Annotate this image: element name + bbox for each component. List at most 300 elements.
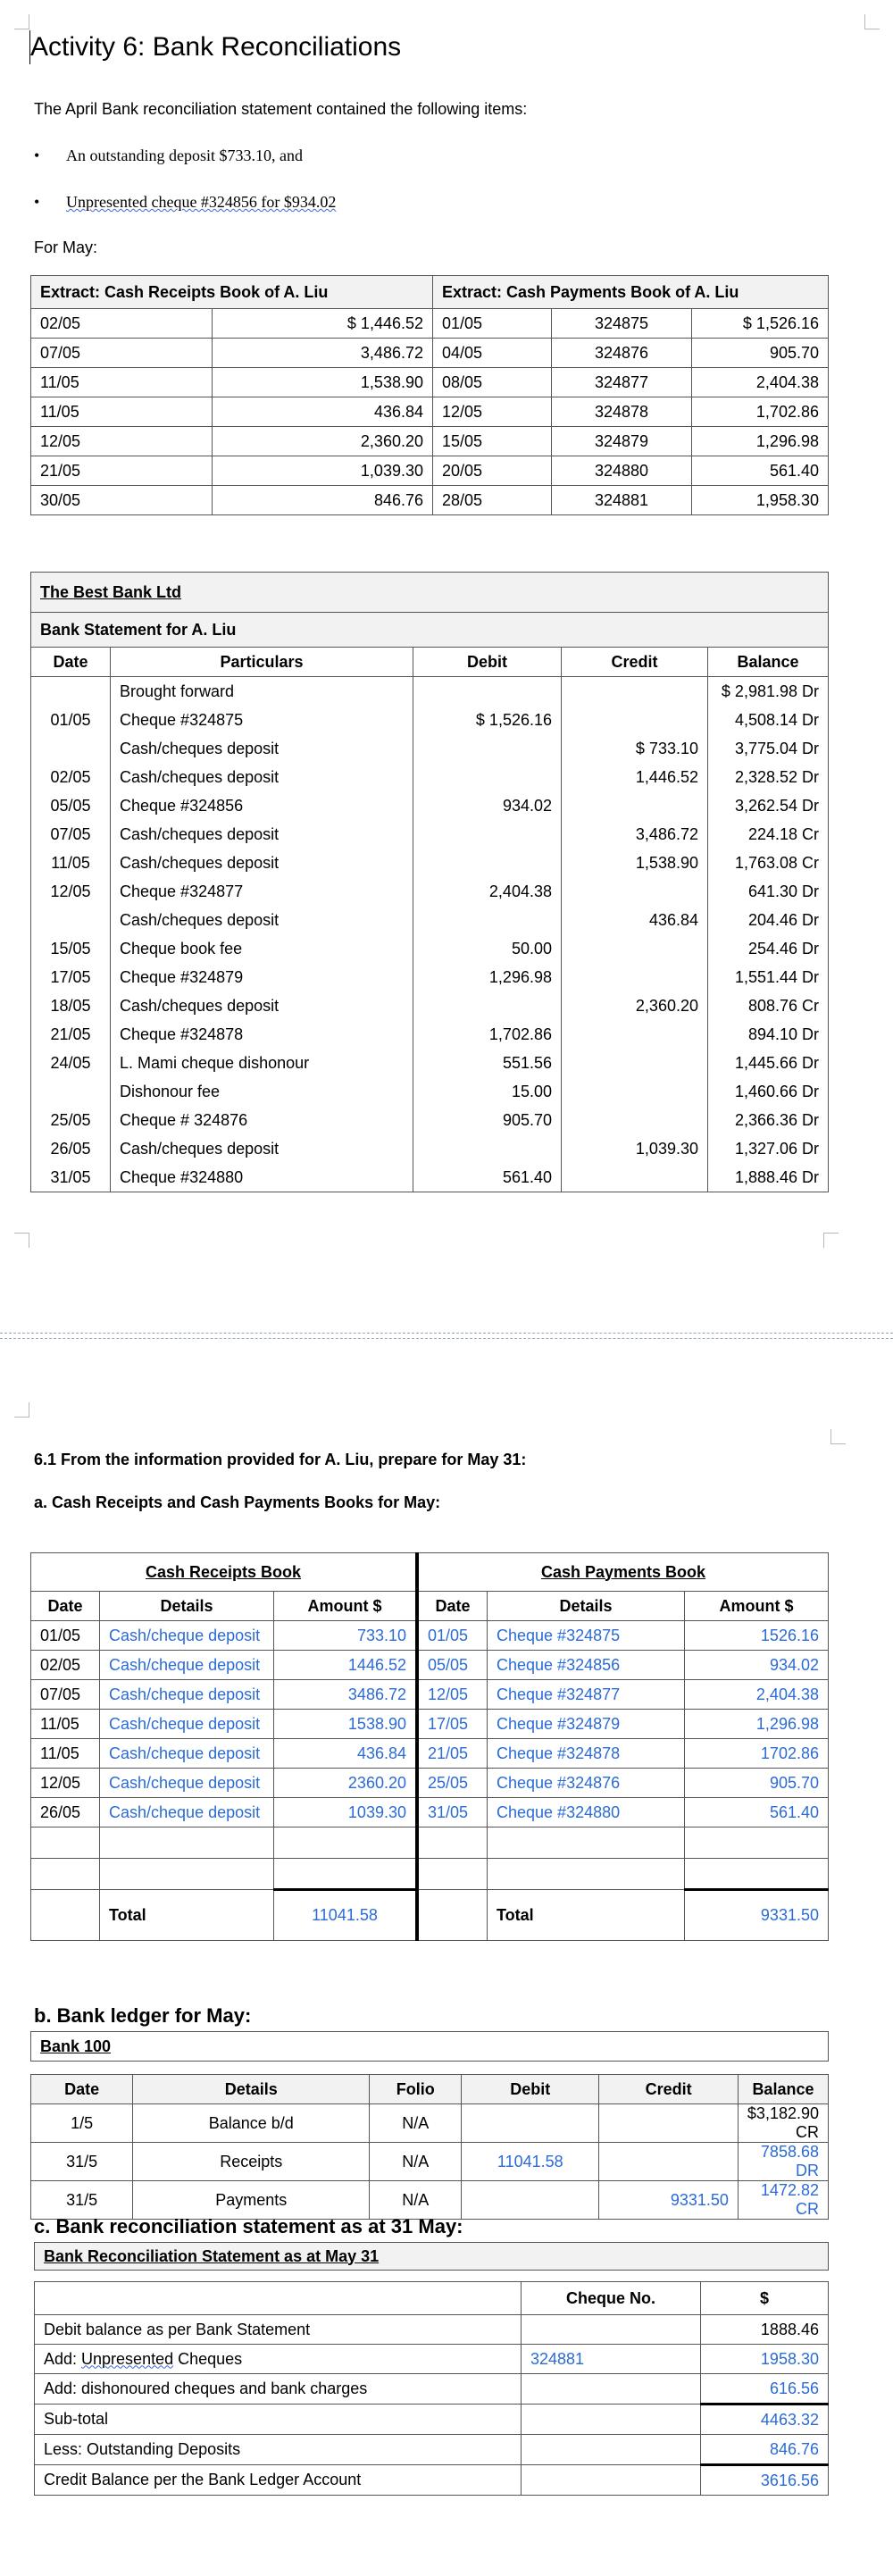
receipt-amount: $ 1,446.52 — [213, 309, 433, 339]
statement-debit: 50.00 — [413, 934, 562, 963]
statement-credit: 1,538.90 — [562, 849, 708, 877]
reconciliation-label — [35, 2315, 522, 2345]
payment-details: Cheque #324876 — [488, 1769, 685, 1798]
ledger-date: 1/5 — [31, 2104, 133, 2143]
statement-particulars: L. Mami cheque dishonour — [111, 1049, 413, 1077]
reconciliation-row — [35, 2465, 829, 2496]
statement-particulars: Cash/cheques deposit — [111, 906, 413, 934]
receipt-date: 07/05 — [31, 339, 213, 368]
ledger-details: Receipts — [133, 2143, 370, 2181]
receipt-date: 12/05 — [31, 427, 213, 456]
blank-row — [31, 1827, 829, 1859]
cash-book-row — [31, 1769, 829, 1798]
receipt-details: Cash/cheque deposit — [100, 1710, 274, 1739]
statement-credit — [562, 677, 708, 707]
ledger-details: Payments — [133, 2181, 370, 2220]
ledger-row — [31, 2181, 829, 2220]
statement-balance: 4,508.14 Dr — [708, 706, 829, 734]
payment-date: 20/05 — [433, 456, 552, 486]
statement-row — [31, 1049, 829, 1077]
receipt-date: 11/05 — [31, 397, 213, 427]
reconciliation-amount: 846.76 — [701, 2435, 829, 2465]
ledger-folio: N/A — [370, 2104, 462, 2143]
statement-credit — [562, 1049, 708, 1077]
intro-text: The April Bank reconciliation statement contained the following items: — [34, 100, 528, 118]
reconciliation-label-text: Sub-total — [44, 2410, 109, 2428]
receipt-amount: 1,039.30 — [213, 456, 433, 486]
receipt-amount: 3,486.72 — [213, 339, 433, 368]
col-header: Date — [31, 1592, 100, 1621]
payment-date: 17/05 — [417, 1710, 488, 1739]
statement-debit: 15.00 — [413, 1077, 562, 1106]
statement-row — [31, 791, 829, 820]
statement-debit: 1,702.86 — [413, 1020, 562, 1049]
extract-row — [31, 309, 829, 339]
statement-row — [31, 677, 829, 707]
receipt-date: 01/05 — [31, 1621, 100, 1651]
receipt-amount: 3486.72 — [274, 1680, 418, 1710]
page-break-line — [0, 1333, 893, 1334]
payment-date: 12/05 — [417, 1680, 488, 1710]
statement-row — [31, 906, 829, 934]
payment-amount: 905.70 — [692, 339, 829, 368]
payment-amount: $ 1,526.16 — [692, 309, 829, 339]
reconciliation-label — [35, 2465, 522, 2496]
col-header: Debit — [413, 648, 562, 677]
receipt-amount: 436.84 — [274, 1739, 418, 1769]
page-corner-mark — [830, 1429, 846, 1444]
statement-balance: 1,763.08 Cr — [708, 849, 829, 877]
statement-row — [31, 734, 829, 763]
reconciliation-cheque — [522, 2435, 701, 2465]
ledger-details: Balance b/d — [133, 2104, 370, 2143]
page-title: Activity 6: Bank Reconciliations — [30, 32, 402, 62]
page-break-line — [0, 1338, 893, 1339]
reconciliation-row — [35, 2374, 829, 2405]
reconciliation-label — [35, 2345, 522, 2374]
page-corner-mark — [14, 14, 29, 29]
payments-header: Extract: Cash Payments Book of A. Liu — [433, 276, 829, 309]
statement-debit: 2,404.38 — [413, 877, 562, 906]
payments-total: 9331.50 — [685, 1890, 829, 1941]
statement-debit — [413, 820, 562, 849]
payment-date: 28/05 — [433, 486, 552, 515]
statement-debit: 561.40 — [413, 1163, 562, 1192]
col-header: Folio — [370, 2075, 462, 2104]
receipts-total: 11041.58 — [274, 1890, 418, 1941]
receipt-amount: 846.76 — [213, 486, 433, 515]
ledger-row — [31, 2143, 829, 2181]
payment-amount: 561.40 — [692, 456, 829, 486]
statement-balance: 3,262.54 Dr — [708, 791, 829, 820]
statement-particulars: Cash/cheques deposit — [111, 991, 413, 1020]
reconciliation-amount: 4463.32 — [701, 2405, 829, 2435]
ledger-balance: 7858.68 DR — [738, 2143, 828, 2181]
statement-row — [31, 1020, 829, 1049]
statement-credit: 2,360.20 — [562, 991, 708, 1020]
part-b-heading: b. Bank ledger for May: — [34, 2004, 252, 2027]
extract-row — [31, 456, 829, 486]
receipt-date: 11/05 — [31, 1710, 100, 1739]
col-header: Amount $ — [685, 1592, 829, 1621]
statement-row — [31, 1163, 829, 1192]
receipt-date: 11/05 — [31, 1739, 100, 1769]
statement-date — [31, 906, 111, 934]
statement-balance: 641.30 Dr — [708, 877, 829, 906]
statement-debit — [413, 991, 562, 1020]
reconciliation-label-text: Credit Balance per the Bank Ledger Account — [44, 2471, 362, 2488]
payment-amount: 934.02 — [685, 1651, 829, 1680]
reconciliation-amount: 1888.46 — [701, 2315, 829, 2345]
payment-details: Cheque #324875 — [488, 1621, 685, 1651]
statement-credit: $ 733.10 — [562, 734, 708, 763]
payment-details: Cheque #324879 — [488, 1710, 685, 1739]
statement-particulars: Cheque #324875 — [111, 706, 413, 734]
statement-debit — [413, 763, 562, 791]
reconciliation-cheque — [522, 2315, 701, 2345]
ledger-credit — [599, 2104, 739, 2143]
payment-details: Cheque #324877 — [488, 1680, 685, 1710]
reconciliation-cheque — [522, 2405, 701, 2435]
statement-balance: 1,551.44 Dr — [708, 963, 829, 991]
statement-balance: 2,366.36 Dr — [708, 1106, 829, 1134]
payment-date: 21/05 — [417, 1739, 488, 1769]
ledger-date: 31/5 — [31, 2143, 133, 2181]
cheque-number: 324880 — [552, 456, 692, 486]
col-header: Amount $ — [274, 1592, 418, 1621]
for-may-label: For May: — [34, 238, 98, 256]
statement-debit — [413, 677, 562, 707]
total-label: Total — [488, 1890, 685, 1941]
col-header: Details — [488, 1592, 685, 1621]
reconciliation-row — [35, 2315, 829, 2345]
receipt-amount: 1,538.90 — [213, 368, 433, 397]
reconciliation-row — [35, 2435, 829, 2465]
statement-date: 17/05 — [31, 963, 111, 991]
statement-credit — [562, 877, 708, 906]
total-label: Total — [100, 1890, 274, 1941]
statement-row — [31, 877, 829, 906]
cash-payments-book-title: Cash Payments Book — [417, 1553, 829, 1592]
receipt-amount: 733.10 — [274, 1621, 418, 1651]
payment-amount: 2,404.38 — [692, 368, 829, 397]
statement-balance: 1,460.66 Dr — [708, 1077, 829, 1106]
statement-particulars: Cash/cheques deposit — [111, 820, 413, 849]
statement-debit: $ 1,526.16 — [413, 706, 562, 734]
payment-details: Cheque #324878 — [488, 1739, 685, 1769]
statement-row — [31, 763, 829, 791]
payment-date: 31/05 — [417, 1798, 488, 1827]
extract-row — [31, 397, 829, 427]
statement-credit: 436.84 — [562, 906, 708, 934]
receipt-details: Cash/cheque deposit — [100, 1621, 274, 1651]
reconciliation-cheque — [522, 2374, 701, 2405]
statement-particulars: Cash/cheques deposit — [111, 1134, 413, 1163]
ledger-row — [31, 2104, 829, 2143]
statement-date: 12/05 — [31, 877, 111, 906]
receipt-date: 02/05 — [31, 309, 213, 339]
cash-book-row — [31, 1739, 829, 1769]
statement-credit — [562, 1020, 708, 1049]
cheque-number: 324875 — [552, 309, 692, 339]
bullet-item: • Unpresented cheque #324856 for $934.02 — [34, 193, 337, 211]
col-header: Balance — [738, 2075, 828, 2104]
page-corner-mark — [864, 14, 880, 29]
reconciliation-label-text: Add: Unpresented Cheques — [44, 2349, 243, 2368]
statement-balance: 204.46 Dr — [708, 906, 829, 934]
cash-book-row — [31, 1798, 829, 1827]
blank-row — [31, 1859, 829, 1890]
reconciliation-label — [35, 2435, 522, 2465]
reconciliation-label — [35, 2405, 522, 2435]
payment-amount: 1,958.30 — [692, 486, 829, 515]
statement-date: 21/05 — [31, 1020, 111, 1049]
statement-credit — [562, 1106, 708, 1134]
statement-date — [31, 677, 111, 707]
receipt-amount: 436.84 — [213, 397, 433, 427]
receipt-details: Cash/cheque deposit — [100, 1739, 274, 1769]
amount-header: $ — [701, 2282, 829, 2315]
cash-books-table — [30, 1552, 829, 1941]
statement-date: 18/05 — [31, 991, 111, 1020]
statement-debit: 1,296.98 — [413, 963, 562, 991]
statement-row — [31, 820, 829, 849]
reconciliation-amount: 616.56 — [701, 2374, 829, 2405]
col-header: Details — [133, 2075, 370, 2104]
extract-row — [31, 486, 829, 515]
payment-date: 04/05 — [433, 339, 552, 368]
cash-book-row — [31, 1651, 829, 1680]
cash-receipts-book-title: Cash Receipts Book — [31, 1553, 418, 1592]
cheque-number: 324877 — [552, 368, 692, 397]
statement-particulars: Cheque # 324876 — [111, 1106, 413, 1134]
statement-row — [31, 706, 829, 734]
statement-date: 15/05 — [31, 934, 111, 963]
statement-particulars: Brought forward — [111, 677, 413, 707]
page-corner-mark — [14, 1233, 29, 1248]
reconciliation-label-text: Debit balance as per Bank Statement — [44, 2320, 311, 2338]
statement-date: 26/05 — [31, 1134, 111, 1163]
receipt-details: Cash/cheque deposit — [100, 1680, 274, 1710]
statement-particulars: Cheque #324879 — [111, 963, 413, 991]
statement-credit — [562, 1163, 708, 1192]
spacer-row — [31, 2062, 829, 2075]
payment-amount: 1,296.98 — [692, 427, 829, 456]
payment-date: 01/05 — [417, 1621, 488, 1651]
statement-credit — [562, 791, 708, 820]
statement-credit — [562, 706, 708, 734]
cheque-number: 324876 — [552, 339, 692, 368]
statement-date: 02/05 — [31, 763, 111, 791]
statement-for: Bank Statement for A. Liu — [31, 613, 829, 648]
ledger-credit — [599, 2143, 739, 2181]
ledger-balance: $3,182.90 CR — [738, 2104, 828, 2143]
bullet-item: • An outstanding deposit $733.10, and — [34, 146, 303, 164]
statement-credit — [562, 1077, 708, 1106]
cash-book-row — [31, 1621, 829, 1651]
col-header: Balance — [708, 648, 829, 677]
statement-debit — [413, 906, 562, 934]
col-header: Date — [31, 2075, 133, 2104]
statement-balance: 254.46 Dr — [708, 934, 829, 963]
reconciliation-label — [35, 2374, 522, 2405]
reconciliation-row — [35, 2405, 829, 2435]
extract-row — [31, 339, 829, 368]
payment-date: 01/05 — [433, 309, 552, 339]
statement-date: 25/05 — [31, 1106, 111, 1134]
statement-particulars: Cash/cheques deposit — [111, 734, 413, 763]
bank-ledger-table — [30, 2031, 829, 2220]
col-header: Details — [100, 1592, 274, 1621]
receipt-date: 02/05 — [31, 1651, 100, 1680]
statement-particulars: Cheque #324880 — [111, 1163, 413, 1192]
statement-balance: 224.18 Cr — [708, 820, 829, 849]
statement-credit: 1,039.30 — [562, 1134, 708, 1163]
statement-date: 24/05 — [31, 1049, 111, 1077]
statement-particulars: Cheque #324856 — [111, 791, 413, 820]
page-2 — [0, 1393, 893, 2576]
statement-particulars: Cheque #324877 — [111, 877, 413, 906]
page-corner-mark — [14, 1402, 29, 1418]
receipt-amount: 2360.20 — [274, 1769, 418, 1798]
statement-debit: 905.70 — [413, 1106, 562, 1134]
bank-statement-table — [30, 572, 829, 1192]
statement-row — [31, 1077, 829, 1106]
payment-details: Cheque #324880 — [488, 1798, 685, 1827]
statement-date: 05/05 — [31, 791, 111, 820]
cheque-number: 324879 — [552, 427, 692, 456]
cheque-number: 324878 — [552, 397, 692, 427]
payment-date: 12/05 — [433, 397, 552, 427]
total-row — [31, 1890, 829, 1941]
statement-credit — [562, 934, 708, 963]
statement-date: 01/05 — [31, 706, 111, 734]
reconciliation-label-text: Less: Outstanding Deposits — [44, 2440, 241, 2458]
page-corner-mark — [823, 1233, 839, 1248]
extract-row — [31, 368, 829, 397]
statement-date — [31, 734, 111, 763]
receipt-amount: 2,360.20 — [213, 427, 433, 456]
receipt-date: 11/05 — [31, 368, 213, 397]
cash-book-row — [31, 1680, 829, 1710]
statement-particulars: Cash/cheques deposit — [111, 763, 413, 791]
payment-amount: 1,296.98 — [685, 1710, 829, 1739]
payment-date: 08/05 — [433, 368, 552, 397]
bullet-text: An outstanding deposit $733.10, and — [66, 146, 303, 164]
receipt-amount: 1039.30 — [274, 1798, 418, 1827]
receipt-date: 21/05 — [31, 456, 213, 486]
cheque-number: 324881 — [552, 486, 692, 515]
reconciliation-amount: 1958.30 — [701, 2345, 829, 2374]
part-c-heading: c. Bank reconciliation statement as at 31 May: — [34, 2215, 463, 2237]
page-separator — [0, 1322, 893, 1358]
statement-row — [31, 991, 829, 1020]
receipt-date: 26/05 — [31, 1798, 100, 1827]
statement-balance: 894.10 Dr — [708, 1020, 829, 1049]
statement-particulars: Cheque book fee — [111, 934, 413, 963]
reconciliation-row — [35, 2345, 829, 2374]
receipt-date: 07/05 — [31, 1680, 100, 1710]
statement-particulars: Cheque #324878 — [111, 1020, 413, 1049]
bullet-text: Unpresented cheque #324856 for $934.02 — [66, 193, 337, 211]
col-header: Date — [31, 648, 111, 677]
ledger-account-title: Bank 100 — [31, 2032, 829, 2062]
col-header: Particulars — [111, 648, 413, 677]
statement-particulars: Dishonour fee — [111, 1077, 413, 1106]
reconciliation-cheque — [522, 2465, 701, 2496]
col-header: Date — [417, 1592, 488, 1621]
reconciliation-label-text: Add: dishonoured cheques and bank charges — [44, 2379, 368, 2397]
statement-debit — [413, 734, 562, 763]
statement-debit: 934.02 — [413, 791, 562, 820]
blank-header — [35, 2282, 522, 2315]
receipts-header: Extract: Cash Receipts Book of A. Liu — [31, 276, 433, 309]
extract-table — [30, 275, 829, 515]
col-header: Credit — [562, 648, 708, 677]
col-header: Credit — [599, 2075, 739, 2104]
payment-date: 25/05 — [417, 1769, 488, 1798]
receipt-details: Cash/cheque deposit — [100, 1651, 274, 1680]
reconciliation-title: Bank Reconciliation Statement as at May 31 — [35, 2243, 829, 2271]
statement-row — [31, 934, 829, 963]
payment-amount: 905.70 — [685, 1769, 829, 1798]
ledger-debit — [462, 2181, 599, 2220]
statement-debit — [413, 849, 562, 877]
statement-date: 11/05 — [31, 849, 111, 877]
statement-balance: 1,327.06 Dr — [708, 1134, 829, 1163]
statement-debit — [413, 1134, 562, 1163]
statement-balance: 3,775.04 Dr — [708, 734, 829, 763]
receipt-date: 30/05 — [31, 486, 213, 515]
receipt-date: 12/05 — [31, 1769, 100, 1798]
question-heading-text: 6.1 From the information provided for A. Liu, prepare for May 31: — [34, 1451, 527, 1468]
statement-credit — [562, 963, 708, 991]
question-heading — [34, 1451, 526, 1469]
payment-amount: 1526.16 — [685, 1621, 829, 1651]
statement-row — [31, 1106, 829, 1134]
statement-debit: 551.56 — [413, 1049, 562, 1077]
statement-date: 07/05 — [31, 820, 111, 849]
ledger-debit — [462, 2104, 599, 2143]
cash-book-row — [31, 1710, 829, 1739]
bank-name: The Best Bank Ltd — [31, 573, 829, 613]
reconciliation-amount: 3616.56 — [701, 2465, 829, 2496]
payment-date: 05/05 — [417, 1651, 488, 1680]
statement-particulars: Cash/cheques deposit — [111, 849, 413, 877]
statement-date — [31, 1077, 111, 1106]
statement-balance: 1,888.46 Dr — [708, 1163, 829, 1192]
extract-row — [31, 427, 829, 456]
statement-credit: 1,446.52 — [562, 763, 708, 791]
ledger-folio: N/A — [370, 2143, 462, 2181]
statement-balance: 808.76 Cr — [708, 991, 829, 1020]
receipt-details: Cash/cheque deposit — [100, 1798, 274, 1827]
payment-amount: 1702.86 — [685, 1739, 829, 1769]
payment-amount: 561.40 — [685, 1798, 829, 1827]
ledger-date: 31/5 — [31, 2181, 133, 2220]
col-header: Debit — [462, 2075, 599, 2104]
ledger-folio: N/A — [370, 2181, 462, 2220]
payment-date: 15/05 — [433, 427, 552, 456]
receipt-details: Cash/cheque deposit — [100, 1769, 274, 1798]
payment-details: Cheque #324856 — [488, 1651, 685, 1680]
statement-credit: 3,486.72 — [562, 820, 708, 849]
payment-amount: 2,404.38 — [685, 1680, 829, 1710]
statement-date: 31/05 — [31, 1163, 111, 1192]
statement-row — [31, 963, 829, 991]
part-a-heading: a. Cash Receipts and Cash Payments Books for May: — [34, 1493, 441, 1511]
ledger-credit: 9331.50 — [599, 2181, 739, 2220]
